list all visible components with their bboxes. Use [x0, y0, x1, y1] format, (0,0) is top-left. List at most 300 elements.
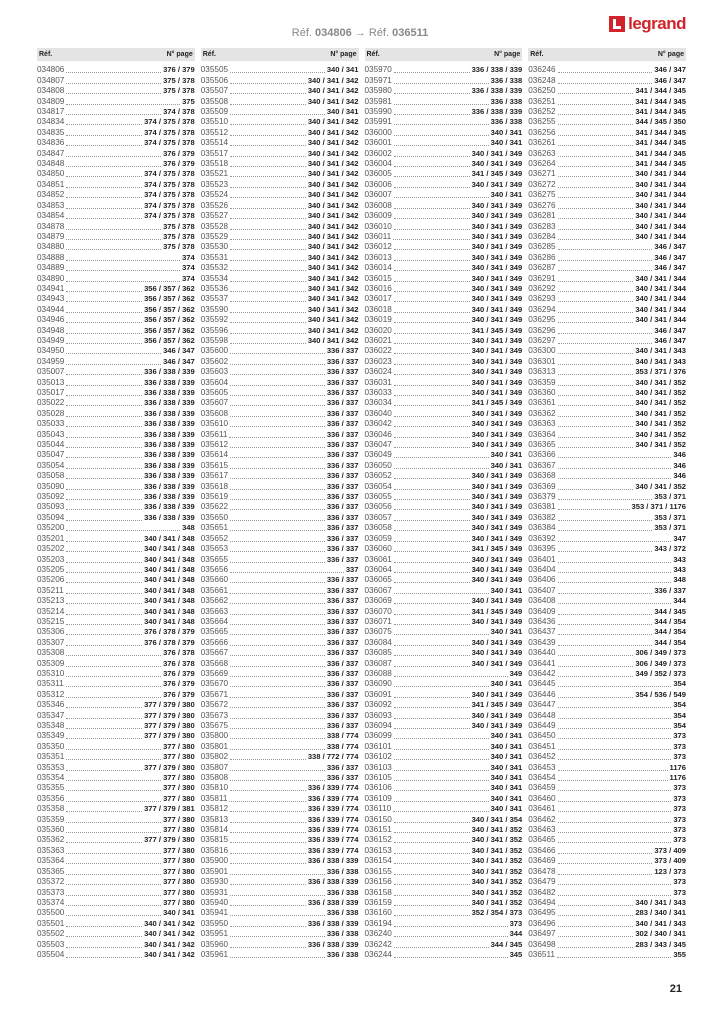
dot-leader [230, 593, 325, 594]
page-ref: 336 / 338 / 339 [144, 388, 195, 397]
page-ref: 373 [673, 804, 686, 814]
page-ref: 336 / 337 [326, 408, 359, 418]
ref-number: 035667 [200, 648, 229, 658]
dot-leader [230, 281, 306, 282]
table-row [37, 741, 195, 751]
dot-leader [230, 509, 325, 510]
dot-leader [558, 915, 634, 916]
table-row [365, 544, 523, 554]
ref-number: 035618 [200, 481, 229, 491]
table-row [365, 190, 523, 200]
table-row [528, 627, 686, 637]
page-ref: 340 / 341 [490, 450, 523, 460]
dot-leader [394, 749, 489, 750]
ref-number: 036000 [364, 127, 392, 137]
ref-number: 035501 [37, 918, 65, 928]
page-ref: 341 / 345 / 349 [471, 700, 523, 710]
page-ref: 341 / 344 / 345 [635, 96, 686, 106]
ref-number: 035961 [200, 949, 229, 959]
dot-leader [230, 842, 306, 843]
ref-number: 036016 [364, 283, 392, 293]
dot-leader [66, 541, 142, 542]
ref-number: 036008 [364, 200, 392, 210]
table-row [37, 377, 195, 387]
table-row [365, 263, 523, 273]
ref-number: 036042 [364, 419, 392, 429]
page-ref: 340 / 341 [326, 65, 359, 75]
ref-number: 035655 [200, 554, 229, 564]
ref-number: 036478 [528, 866, 556, 876]
page-ref: 340 / 341 / 342 [307, 86, 359, 96]
dot-leader [394, 281, 470, 282]
dot-leader [230, 72, 325, 73]
page-ref: 340 / 341 / 342 [307, 200, 359, 210]
dot-leader [394, 166, 470, 167]
page-ref: 377 / 380 [163, 866, 195, 876]
ref-number: 035931 [200, 887, 229, 897]
table-row [201, 929, 359, 939]
ref-number: 035503 [37, 939, 65, 949]
page-ref: 340 / 341 / 344 [635, 304, 686, 314]
ref-number: 036466 [528, 845, 556, 855]
table-row [201, 450, 359, 460]
ref-number: 035213 [37, 596, 65, 606]
dot-leader [558, 749, 672, 750]
page-ref: 375 / 378 [163, 75, 195, 85]
dot-leader [394, 260, 470, 261]
ref-number: 035531 [200, 252, 229, 262]
page-ref: 344 [509, 929, 523, 939]
page-ref: 336 / 337 [326, 512, 359, 522]
table-row [365, 460, 523, 470]
ref-number: 035801 [200, 741, 229, 751]
table-row [528, 179, 686, 189]
page-ref: 336 / 338 / 339 [144, 419, 195, 429]
page-ref: 340 / 341 / 349 [471, 315, 523, 325]
page-ref: 375 / 378 [163, 86, 195, 96]
table-row [37, 75, 195, 85]
dot-leader [558, 83, 653, 84]
dot-leader [394, 905, 470, 906]
table-row [201, 117, 359, 127]
table-row [201, 284, 359, 294]
ref-number: 035901 [200, 866, 229, 876]
table-row [365, 877, 523, 887]
dot-leader [66, 936, 142, 937]
ref-number: 035940 [200, 897, 229, 907]
ref-number: 036058 [364, 523, 392, 533]
page-ref: 340 / 341 / 348 [144, 554, 195, 564]
table-row [37, 773, 195, 783]
dot-leader [558, 499, 653, 500]
page-ref: 341 / 344 / 345 [635, 159, 686, 169]
page-ref: 340 / 341 [490, 773, 523, 783]
ref-number: 035529 [200, 231, 229, 241]
table-row [365, 284, 523, 294]
table-row [528, 752, 686, 762]
dot-leader [66, 239, 161, 240]
ref-number: 035811 [200, 793, 228, 803]
dot-leader [230, 551, 325, 552]
page-ref: 336 / 337 [326, 616, 359, 626]
page-ref: 340 / 341 / 349 [471, 616, 523, 626]
dot-leader [230, 686, 325, 687]
table-row [528, 575, 686, 585]
dot-leader [66, 260, 180, 261]
table-row [201, 866, 359, 876]
page-ref: 340 / 341 / 349 [471, 721, 523, 730]
table-row [528, 679, 686, 689]
dot-leader [230, 197, 306, 198]
page-ref: 336 / 337 [326, 523, 359, 533]
dot-leader [230, 239, 306, 240]
page-ref: 340 / 341 [326, 107, 359, 117]
table-row [365, 804, 523, 814]
dot-leader [558, 572, 672, 573]
page-ref: 374 / 375 / 378 [144, 200, 195, 210]
ref-number: 034890 [37, 273, 65, 283]
table-row [365, 138, 523, 148]
page-ref: 340 / 341 / 352 [635, 408, 686, 418]
dot-leader [230, 905, 306, 906]
ref-number: 034888 [37, 252, 65, 262]
dot-leader [394, 614, 470, 615]
ref-number: 034851 [37, 179, 65, 189]
dot-leader [394, 208, 470, 209]
dot-leader [230, 718, 325, 719]
page-ref: 377 / 379 / 380 [144, 721, 195, 730]
dot-leader [230, 811, 306, 812]
page-ref: 376 / 379 [163, 679, 195, 689]
dot-leader [394, 437, 470, 438]
page-ref: 340 / 341 / 344 [635, 179, 686, 189]
table-row [528, 65, 686, 75]
ref-number: 035600 [200, 346, 229, 356]
table-row [201, 388, 359, 398]
ref-number: 035033 [37, 419, 65, 429]
ref-number: 036447 [528, 700, 556, 710]
table-row [528, 471, 686, 481]
page-ref: 340 / 341 / 349 [471, 304, 523, 314]
dot-leader [230, 728, 325, 729]
ref-number: 036293 [528, 294, 556, 304]
dot-leader [66, 728, 142, 729]
dot-leader [230, 822, 306, 823]
page-ref: 346 [673, 450, 686, 460]
ref-number: 035673 [200, 710, 229, 720]
ref-number: 036019 [364, 315, 392, 325]
page-ref: 340 / 341 / 342 [307, 179, 359, 189]
dot-leader [558, 520, 653, 521]
dot-leader [66, 624, 142, 625]
table-row [37, 669, 195, 679]
dot-leader [394, 145, 489, 146]
table-row [365, 450, 523, 460]
table-row [528, 450, 686, 460]
dot-leader [394, 301, 470, 302]
dot-leader [558, 707, 672, 708]
table-row [528, 721, 686, 731]
title-ref-prefix-1: Réf. [291, 27, 312, 39]
dot-leader [394, 562, 470, 563]
table-row [528, 929, 686, 939]
dot-leader [558, 364, 634, 365]
table-column [365, 48, 523, 960]
table-row [528, 367, 686, 377]
table-row [365, 752, 523, 762]
table-row [528, 835, 686, 845]
page-ref: 340 / 341 / 342 [307, 242, 359, 252]
table-row [201, 554, 359, 564]
dot-leader [558, 509, 630, 510]
ref-number: 036261 [528, 138, 556, 148]
page-ref: 336 / 338 / 339 [144, 460, 195, 470]
ref-number: 036151 [364, 825, 392, 835]
table-row [201, 845, 359, 855]
table-row [201, 315, 359, 325]
page-ref: 340 / 341 / 342 [307, 169, 359, 179]
dot-leader [558, 447, 634, 448]
page-ref: 340 / 341 / 352 [471, 866, 523, 876]
dot-leader [66, 104, 180, 105]
table-row [37, 336, 195, 346]
ref-number: 036451 [528, 741, 556, 751]
table-row [201, 700, 359, 710]
dot-leader [66, 145, 142, 146]
table-row [37, 575, 195, 585]
dot-leader [558, 270, 653, 271]
page-ref: 375 / 378 [163, 242, 195, 252]
page-ref: 377 / 379 / 380 [144, 762, 195, 772]
ref-number: 034880 [37, 242, 65, 252]
dot-leader [66, 707, 142, 708]
page-ref: 340 / 341 / 342 [144, 939, 195, 949]
table-row [365, 211, 523, 221]
page-ref: 340 / 341 / 352 [471, 835, 523, 845]
page-ref: 374 / 375 / 378 [144, 117, 195, 127]
ref-number: 035309 [37, 658, 65, 668]
dot-leader [394, 499, 470, 500]
ref-number: 035615 [200, 460, 229, 470]
table-row [528, 908, 686, 918]
ref-number: 035651 [200, 523, 229, 533]
table-row [365, 939, 523, 949]
page-ref: 340 / 341 / 342 [307, 211, 359, 221]
page-ref: 336 / 337 [326, 533, 359, 543]
dot-leader [66, 270, 180, 271]
dot-leader [66, 322, 142, 323]
ref-number: 034878 [37, 221, 65, 231]
page-ref: 376 / 379 [163, 159, 195, 169]
table-row [37, 648, 195, 658]
dot-leader [394, 655, 470, 656]
ref-number: 036047 [364, 440, 392, 450]
dot-leader [230, 697, 325, 698]
ref-number: 036158 [364, 887, 392, 897]
page-ref: 340 / 341 / 349 [471, 523, 523, 533]
page-ref: 340 / 341 / 343 [635, 356, 686, 366]
dot-leader [66, 176, 142, 177]
dot-leader [558, 416, 634, 417]
dot-leader [230, 145, 306, 146]
table-row [37, 273, 195, 283]
table-row [528, 304, 686, 314]
ref-number: 036498 [528, 939, 556, 949]
dot-leader [558, 697, 634, 698]
page-ref: 336 / 338 / 339 [471, 86, 523, 96]
page-ref: 336 / 337 [326, 481, 359, 491]
ref-number: 036362 [528, 408, 556, 418]
dot-leader [66, 374, 142, 375]
ref-number: 036090 [364, 679, 392, 689]
ref-number: 036285 [528, 242, 556, 252]
page-ref: 340 / 341 / 349 [471, 200, 523, 210]
page-ref: 337 [345, 564, 359, 574]
dot-leader [230, 364, 325, 365]
dot-leader [66, 468, 142, 469]
table-row [528, 408, 686, 418]
ref-number: 034852 [37, 190, 65, 200]
table-row [528, 804, 686, 814]
dot-leader [230, 249, 306, 250]
page-ref: 340 / 341 / 348 [144, 585, 195, 595]
dot-leader [394, 770, 489, 771]
dot-leader [558, 895, 672, 896]
page-ref: 340 / 341 / 342 [307, 252, 359, 262]
title-ref-to: 036511 [392, 27, 429, 39]
dot-leader [558, 176, 634, 177]
ref-number: 036022 [364, 346, 392, 356]
table-row [365, 669, 523, 679]
table-row [201, 814, 359, 824]
page-ref: 340 / 341 / 342 [307, 283, 359, 293]
table-row [365, 200, 523, 210]
page-ref: 356 / 357 / 362 [144, 335, 195, 345]
dot-leader [558, 312, 634, 313]
page-ref: 373 [673, 741, 686, 751]
page-ref: 340 / 341 / 344 [635, 190, 686, 200]
table-row [201, 179, 359, 189]
table-row [365, 440, 523, 450]
page-ref: 336 / 337 [326, 502, 359, 512]
ref-number: 035598 [200, 335, 229, 345]
table-row [528, 398, 686, 408]
ref-number: 035507 [200, 86, 229, 96]
page-ref: 373 [673, 793, 686, 803]
table-row [365, 377, 523, 387]
page-ref: 340 / 341 / 348 [144, 544, 195, 554]
table-row [201, 627, 359, 637]
page-ref: 340 / 341 / 349 [471, 648, 523, 658]
ref-number: 035044 [37, 440, 65, 450]
page-ref: 336 / 338 / 339 [144, 398, 195, 408]
ref-number: 036040 [364, 408, 392, 418]
ref-number: 035311 [37, 679, 64, 689]
dot-leader [394, 395, 470, 396]
page-ref: 336 / 339 / 774 [307, 793, 359, 803]
dot-leader [66, 572, 142, 573]
dot-leader [66, 832, 161, 833]
page-ref: 336 / 338 / 339 [144, 377, 195, 387]
table-row [201, 356, 359, 366]
page-ref: 336 / 338 [326, 949, 359, 959]
ref-number: 035951 [200, 929, 229, 939]
ref-number: 035950 [200, 918, 229, 928]
page-ref: 336 / 337 [326, 398, 359, 408]
table-row [201, 263, 359, 273]
page-ref: 283 / 343 / 345 [635, 939, 686, 949]
dot-leader [66, 520, 142, 521]
table-row [365, 741, 523, 751]
page-ref: 354 [673, 710, 686, 720]
ref-number: 035970 [364, 65, 392, 75]
ref-number: 036445 [528, 679, 556, 689]
table-row [37, 939, 195, 949]
page-ref: 336 / 338 / 339 [144, 492, 195, 502]
table-row [201, 648, 359, 658]
page-ref: 340 / 341 / 348 [144, 564, 195, 574]
ref-number: 036055 [364, 492, 392, 502]
ref-number: 035356 [37, 793, 65, 803]
ref-number: 035524 [200, 190, 229, 200]
page-ref: 302 / 340 / 341 [635, 929, 686, 939]
ref-number: 036101 [364, 741, 392, 751]
page-ref: 340 / 341 / 342 [307, 231, 359, 241]
dot-leader [394, 291, 470, 292]
ref-number: 036024 [364, 367, 392, 377]
table-row [201, 169, 359, 179]
ref-number: 035514 [200, 138, 229, 148]
table-row [201, 575, 359, 585]
page-ref: 336 / 337 [326, 429, 359, 439]
page-number: 21 [669, 983, 682, 995]
dot-leader [558, 249, 653, 250]
dot-leader [394, 114, 470, 115]
dot-leader [66, 281, 180, 282]
dot-leader [66, 738, 142, 739]
ref-number: 036381 [528, 502, 556, 512]
table-row [528, 325, 686, 335]
page-ref: 373 / 409 [654, 845, 686, 855]
dot-leader [394, 176, 470, 177]
table-row [201, 783, 359, 793]
dot-leader [66, 229, 161, 230]
ref-number: 034879 [37, 231, 65, 241]
table-row [37, 783, 195, 793]
ref-number: 036406 [528, 575, 556, 585]
table-row [37, 658, 195, 668]
table-row [201, 294, 359, 304]
page-ref: 336 / 339 / 774 [307, 835, 359, 845]
page-ref: 336 / 337 [326, 648, 359, 658]
table-row [365, 856, 523, 866]
dot-leader [66, 822, 161, 823]
dot-leader [66, 603, 142, 604]
ref-number: 035815 [200, 835, 229, 845]
table-row [365, 346, 523, 356]
dot-leader [230, 863, 306, 864]
table-row [37, 731, 195, 741]
dot-leader [230, 395, 325, 396]
table-row [528, 939, 686, 949]
dot-leader [394, 312, 470, 313]
table-row [201, 429, 359, 439]
table-row [528, 856, 686, 866]
table-row [37, 533, 195, 543]
table-row [528, 284, 686, 294]
page-ref: 373 [673, 835, 686, 845]
page-ref: 340 / 341 / 349 [471, 283, 523, 293]
